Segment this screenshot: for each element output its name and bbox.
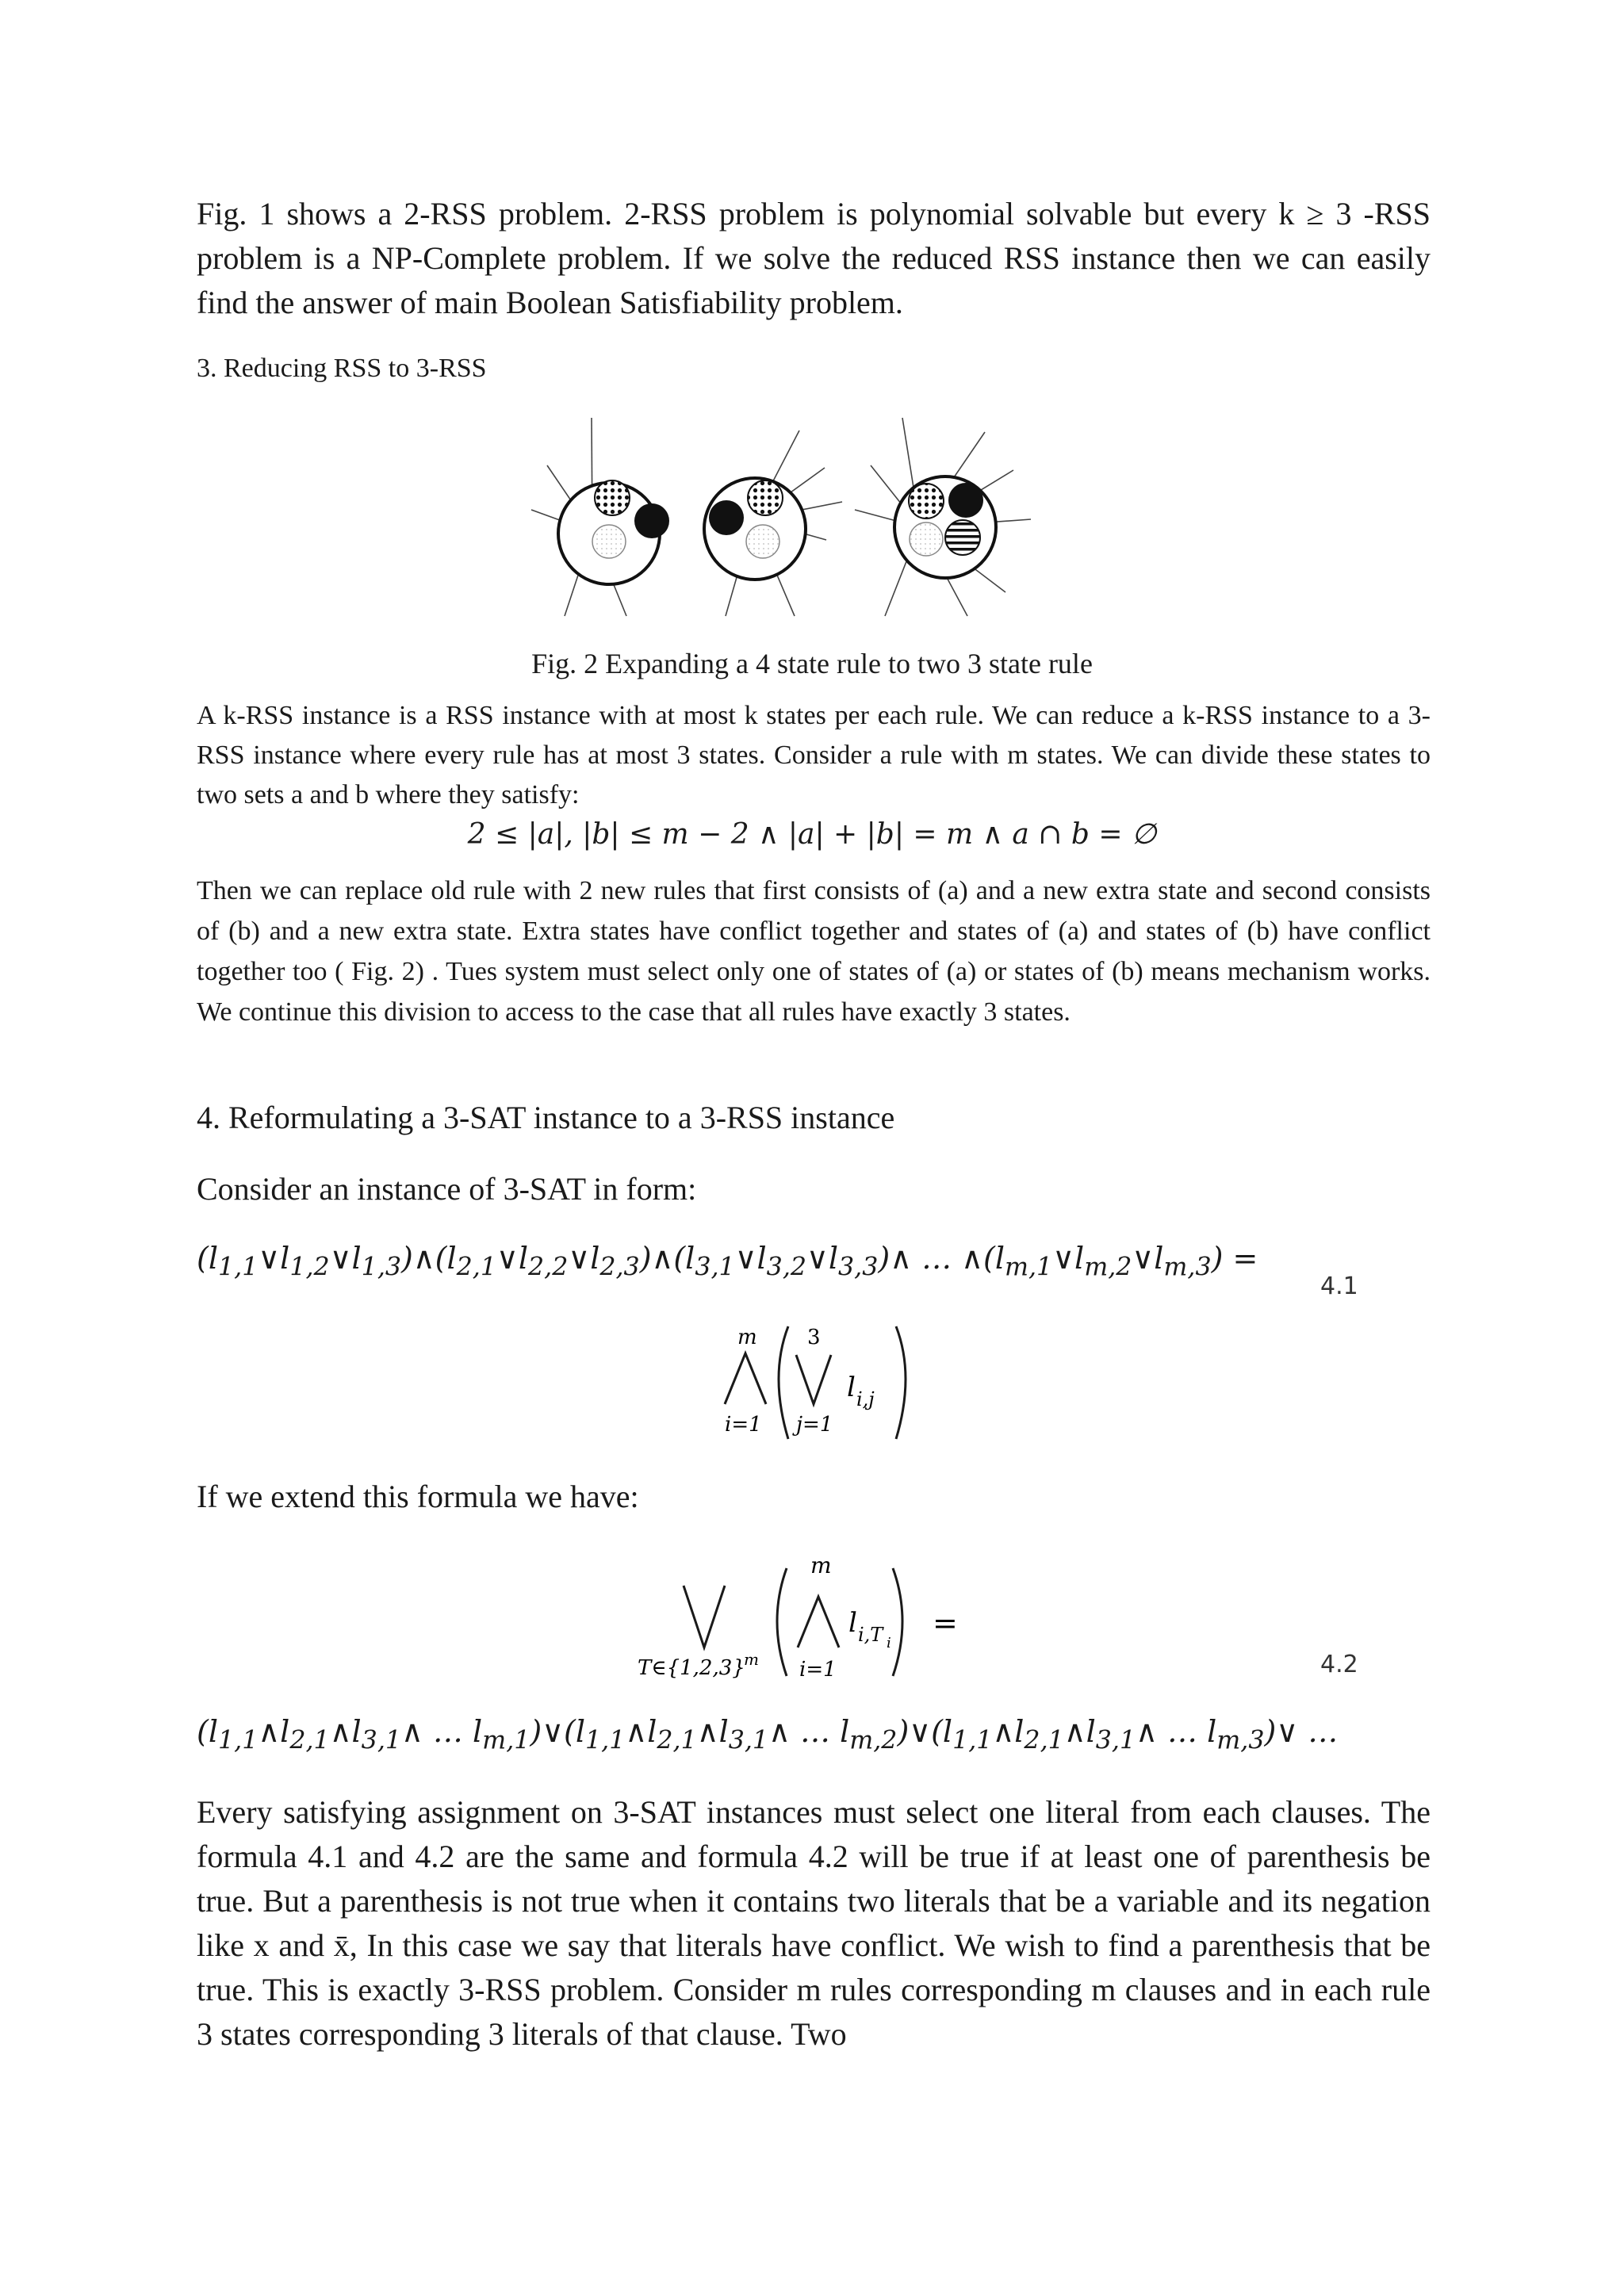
paragraph-rule-replacement: Then we can replace old rule with 2 new rules that first consists of (a) and a new extra state and second consists of (b) and a new extra state. Extra states have conflict together and states of (a) and states of (b) have conflict together too ( Fig. 2) . Tues system must select only one of states of (a) or states of (b) means mechanism works. We continue this division to access to the case that all rules have exactly 3 states. — [197, 876, 1431, 1027]
formula-4-1-expanded: $(l_{1,1}\vee l_{1,2}\vee l_{1,3})\wedge(l_{2,1}\vee l_{2,2}\vee l_{2,3})\wedge(l_{3,1}\vee l_{3,2}\vee l_{3,3})\wedge$ … $\wedge(l_{m,1}\vee l_{m,2}\vee l_{m,3})$ = — [197, 1241, 1258, 1282]
formula-4-2-expanded: ($l_{1,1}\wedge l_{2,1}\wedge l_{3,1}\wedge$ … $l_{m,1})\vee(l_{1,1}\wedge l_{2,1}\wedge l_{3,1}\wedge$ … $l_{m,2})\vee(l_{1,1}\wedge l_{2,1}\wedge l_{3,1}\wedge$ … $l_{m,3})\vee$ … — [197, 1714, 1339, 1755]
svg-text:i: i — [887, 1635, 891, 1651]
paragraph-extend-formula: If we extend this formula we have: — [197, 1479, 639, 1514]
figure-2-caption: Fig. 2 Expanding a 4 state rule to two 3 state rule — [531, 648, 1093, 679]
svg-text:i,j: i,j — [856, 1388, 875, 1410]
rule-circle-a — [531, 418, 669, 616]
svg-text:j=1: j=1 — [796, 1413, 833, 1437]
svg-text:3: 3 — [807, 1326, 821, 1349]
section-3-heading: 3. Reducing RSS to 3-RSS — [197, 354, 487, 383]
equation-number-4-2: 4.2 — [1320, 1651, 1358, 1678]
paragraph-satisfying-assignment: Every satisfying assignment on 3-SAT instances must select one literal from each clauses. The formula 4.1 and 4.2 are the same and formula 4.2 will be true if at least one of parenthesis be true. But a parenthesis is not true when it contains two literals that be a variable and its negation like x and x̄, In this case we say that literals have conflict. We wish to find a parenthesis that be true. This is exactly 3-RSS problem. Consider m rules corresponding m clauses and in each rule 3 states corresponding 3 literals of that clause. Two — [197, 1794, 1431, 2052]
rule-circle-original-4-state — [855, 418, 1031, 616]
svg-text:l: l — [848, 1607, 857, 1639]
svg-text:=: = — [933, 1605, 958, 1640]
svg-text:T∈{1,2,3}: T∈{1,2,3} — [638, 1656, 745, 1680]
svg-text:m: m — [810, 1552, 832, 1578]
paragraph-consider-3sat: Consider an instance of 3-SAT in form: — [197, 1171, 697, 1207]
svg-text:l: l — [847, 1372, 856, 1403]
formula-4-2-compact — [631, 1546, 996, 1689]
figure-2-rule-expansion — [523, 408, 1110, 626]
svg-text:i,T: i,T — [858, 1624, 883, 1646]
condition-formula: 2 ≤ |a|, |b| ≤ m − 2 ∧ |a| + |b| = m ∧ a ∩ b = ∅ — [467, 818, 1157, 851]
rule-circle-b — [704, 430, 842, 616]
section-4-heading: 4. Reformulating a 3-SAT instance to a 3-RSS instance — [197, 1100, 895, 1135]
formula-4-1-compact — [714, 1320, 920, 1447]
svg-text:m: m — [744, 1650, 759, 1669]
equation-number-4-1: 4.1 — [1320, 1272, 1358, 1300]
paragraph-fig1-summary: Fig. 1 shows a 2-RSS problem. 2-RSS problem is polynomial solvable but every k ≥ 3 -RSS problem is a NP-Complete problem. If we solve the reduced RSS instance then we can easily find the answer of main Boolean Satisfiability problem. — [197, 196, 1431, 320]
svg-text:m: m — [737, 1326, 757, 1349]
svg-text:i=1: i=1 — [725, 1413, 762, 1437]
svg-text:i=1: i=1 — [799, 1658, 837, 1682]
paragraph-k-rss-definition: A k-RSS instance is a RSS instance with at most k states per each rule. We can reduce a k-RSS instance to a 3-RSS instance where every rule has at most 3 states. Consider a rule with m states. We can divide these states to two sets a and b where they satisfy: — [197, 701, 1431, 809]
